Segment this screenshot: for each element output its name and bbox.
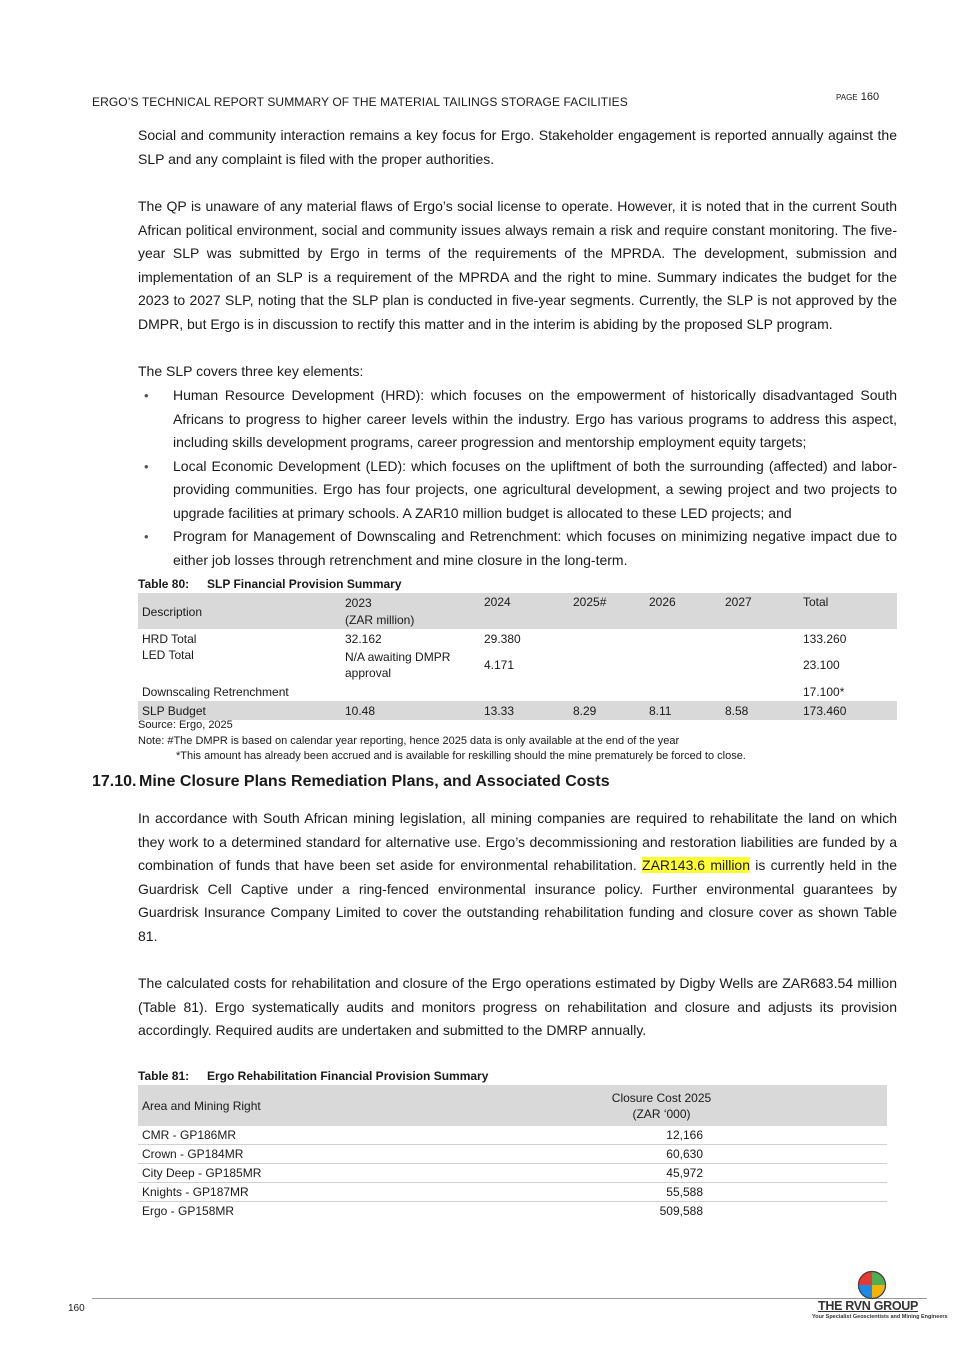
table-row bbox=[138, 1202, 887, 1221]
table-80-title: SLP Financial Provision Summary bbox=[207, 577, 402, 591]
footer-page-number: 160 bbox=[68, 1303, 85, 1314]
report-title: ERGO’S TECHNICAL REPORT SUMMARY OF THE MATERIAL TAILINGS STORAGE FACILITIES bbox=[92, 95, 628, 109]
header-2026: 2026 bbox=[645, 593, 721, 629]
table-cell: LED Total bbox=[142, 648, 194, 662]
paragraph-text: is currently held in the Guardrisk Cell Captive under a ring-fenced environmental insurance policy. Further environmental guarantees by Guardrisk Insurance Company Limited to cover the outstanding rehabilitation funding and closure cover as shown Table 81. bbox=[138, 857, 898, 944]
table-cell bbox=[480, 682, 569, 701]
table-cell: 60,630 bbox=[518, 1145, 887, 1164]
table-row bbox=[138, 1145, 887, 1164]
header-2024: 2024 bbox=[480, 593, 569, 629]
table-cell bbox=[341, 682, 480, 701]
header-area: Area and Mining Right bbox=[138, 1085, 518, 1126]
table-81-number: Table 81: bbox=[138, 1069, 190, 1083]
closure-paragraph-2: The calculated costs for rehabilitation and closure of the Ergo operations estimated by Digby Wells are ZAR683.54 million (Table 81). Ergo systematically audits and monitors progress on rehabilitation and closure and adjusts its provision accordingly. Required audits are undertaken and submitted to the DMRP annually. bbox=[138, 975, 897, 1038]
table-cell: 4.171 bbox=[484, 658, 515, 672]
list-item: • Human Resource Development (HRD): which focuses on the empowerment of historically disadvantaged South Africans to progress to higher career levels within the industry. Ergo has various programs to address this aspect, including skills development programs, career progression and mentorship employment equity targets; bbox=[138, 384, 897, 455]
rehabilitation-provision-table bbox=[138, 1085, 887, 1220]
header-closure-cost-unit: (ZAR ‘000) bbox=[632, 1106, 691, 1121]
table-cell: 13.33 bbox=[480, 701, 569, 720]
closure-paragraph-1 bbox=[138, 807, 897, 948]
slp-financial-table bbox=[138, 593, 897, 720]
table-cell bbox=[569, 629, 645, 648]
table-cell: 29.380 bbox=[484, 631, 521, 646]
table-header-row bbox=[138, 1085, 887, 1126]
table-80-source: Source: Ergo, 2025 bbox=[138, 719, 233, 731]
rvn-logo-icon bbox=[857, 1270, 887, 1300]
header-2023-year: 2023 bbox=[345, 596, 372, 610]
table-cell: 55,588 bbox=[518, 1183, 887, 1202]
table-cell: 17.100* bbox=[803, 684, 845, 699]
page-indicator bbox=[836, 91, 879, 103]
header-closure-cost bbox=[518, 1085, 887, 1126]
table-cell: 509,588 bbox=[659, 1204, 703, 1218]
table-80-number: Table 80: bbox=[138, 577, 190, 591]
table-row bbox=[138, 629, 897, 648]
table-cell: Knights - GP187MR bbox=[138, 1183, 518, 1202]
paragraph-1: Social and community interaction remains a key focus for Ergo. Stakeholder engagement is reported annually against the SLP and any complaint is filed with the proper authorities. bbox=[138, 127, 897, 167]
table-cell: 45,972 bbox=[518, 1164, 887, 1183]
section-heading bbox=[92, 773, 610, 791]
logo-tagline: Your Specialist Geoscientists and Mining Engineers bbox=[812, 1314, 948, 1320]
table-cell: 8.29 bbox=[569, 701, 645, 720]
page-label: PAGE bbox=[836, 93, 858, 102]
table-cell bbox=[645, 648, 721, 682]
table-cell: 10.48 bbox=[341, 701, 480, 720]
table-cell: SLP Budget bbox=[138, 701, 341, 720]
header-total: Total bbox=[799, 593, 897, 629]
table-row bbox=[138, 1183, 887, 1202]
table-cell: CMR - GP186MR bbox=[138, 1126, 518, 1145]
table-row bbox=[138, 682, 897, 701]
table-cell: 12,166 bbox=[518, 1126, 887, 1145]
table-cell: 173.460 bbox=[799, 701, 897, 720]
table-cell bbox=[721, 648, 799, 682]
header-2023-unit: (ZAR million) bbox=[345, 613, 415, 627]
table-cell: Ergo - GP158MR bbox=[142, 1204, 235, 1218]
table-cell: 133.260 bbox=[803, 631, 847, 646]
table-cell: N/A awaiting DMPR approval bbox=[345, 650, 451, 680]
table-footer-row bbox=[138, 701, 897, 720]
table-81-caption bbox=[138, 1069, 488, 1083]
table-cell: Downscaling Retrenchment bbox=[142, 684, 289, 699]
table-81-title: Ergo Rehabilitation Financial Provision Summary bbox=[207, 1069, 489, 1083]
header-2027: 2027 bbox=[721, 593, 799, 629]
page-number: 160 bbox=[860, 91, 880, 103]
table-header-row bbox=[138, 593, 897, 629]
header-2023 bbox=[341, 593, 480, 629]
paragraph-2: The QP is unaware of any material flaws of Ergo’s social license to operate. However, it is noted that in the current South African political environment, social and community issues always remain a risk and require constant monitoring. The five-year SLP was submitted by Ergo in terms of the requirements of the MPRDA. The development, submission and implementation of an SLP is a requirement of the MPRDA and the right to mine. Summary indicates the budget for the 2023 to 2027 SLP, noting that the SLP plan is conducted in five-year segments. Currently, the SLP is not approved by the DMPR, but Ergo is in discussion to rectify this matter and in the interim is abiding by the proposed SLP program. bbox=[138, 198, 897, 332]
table-cell: 32.162 bbox=[345, 631, 382, 646]
table-cell: Crown - GP184MR bbox=[138, 1145, 518, 1164]
logo-wordmark: THE RVN GROUP bbox=[818, 1299, 919, 1313]
list-item: • Program for Management of Downscaling and Retrenchment: which focuses on minimizing negative impact due to either job losses through retrenchment and mine closure in the long-term. bbox=[138, 525, 897, 572]
highlighted-amount: ZAR143.6 million bbox=[642, 857, 751, 873]
table-cell bbox=[645, 629, 721, 648]
list-item: • Local Economic Development (LED): which focuses on the upliftment of both the surrounding (affected) and labor-providing communities. Ergo has four projects, one agricultural development, a sewing project and two projects to upgrade facilities at primary schools. A ZAR10 million budget is allocated to these LED projects; and bbox=[138, 455, 897, 526]
table-cell: City Deep - GP185MR bbox=[138, 1164, 518, 1183]
table-row bbox=[138, 1164, 887, 1183]
table-cell bbox=[721, 682, 799, 701]
section-title: Mine Closure Plans Remediation Plans, and Associated Costs bbox=[139, 773, 610, 790]
table-cell: HRD Total bbox=[142, 631, 197, 646]
table-cell: 8.58 bbox=[721, 701, 799, 720]
table-cell: 8.11 bbox=[645, 701, 721, 720]
footer-divider bbox=[92, 1298, 927, 1299]
header-closure-cost-label: Closure Cost 2025 bbox=[611, 1090, 712, 1105]
paragraph-text: In accordance with South African mining legislation, all mining companies are required to rehabilitate the land on which they work to a determined standard for alternative use. Ergo’s decommissioning and restoration liabilities are funded by a combination of funds that have been set aside for environmental rehabilitation. bbox=[138, 810, 897, 873]
table-row bbox=[138, 648, 897, 682]
table-cell bbox=[645, 682, 721, 701]
table-cell bbox=[721, 629, 799, 648]
header-description: Description bbox=[138, 593, 341, 629]
header-2025: 2025# bbox=[569, 593, 645, 629]
table-80-note: Note: #The DMPR is based on calendar year reporting, hence 2025 data is only available at the end of the year bbox=[138, 735, 680, 747]
section-number: 17.10. bbox=[92, 773, 137, 790]
table-cell bbox=[569, 682, 645, 701]
table-80-footnote: *This amount has already been accrued and is available for reskilling should the mine prematurely be forced to close. bbox=[176, 750, 746, 762]
paragraph-3: The SLP covers three key elements: bbox=[138, 363, 364, 379]
slp-elements-list bbox=[138, 384, 897, 572]
table-80-caption bbox=[138, 577, 402, 591]
table-cell: 23.100 bbox=[803, 658, 840, 672]
table-cell bbox=[569, 648, 645, 682]
table-row bbox=[138, 1126, 887, 1145]
